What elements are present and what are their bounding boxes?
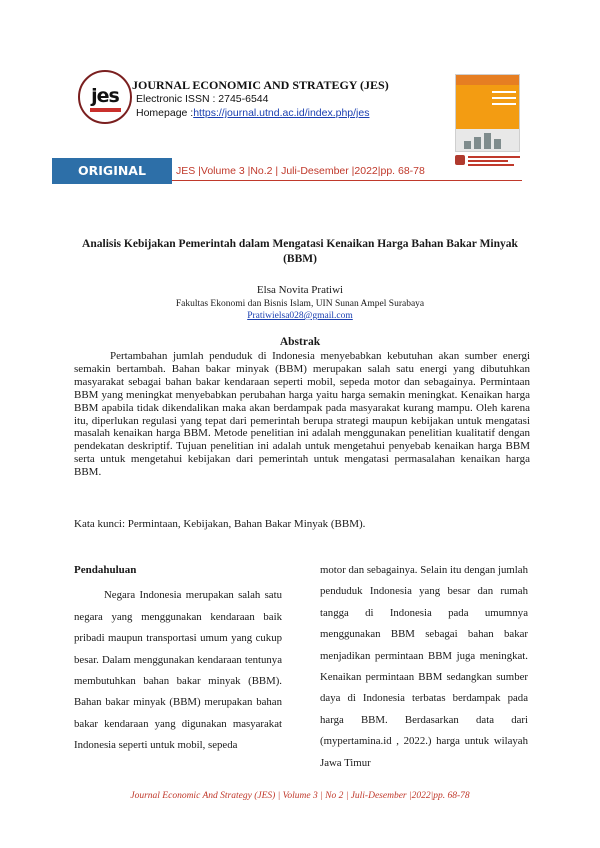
journal-title: JOURNAL ECONOMIC AND STRATEGY (JES)	[132, 78, 389, 92]
body-column-left	[74, 560, 282, 757]
left-column-text: Negara Indonesia merupakan salah satu negara yang menggunakan kendaraan baik pribadi maupun transportasi umum yang cukup besar. Dalam menggunakan kendaraan tentunya membutuhkan bahan bakar minyak (BBM). Bahan bakar minyak (BBM) merupakan bahan bakar kendaraan yang digunakan masyarakat Indonesia seperti untuk mobil, sepeda	[74, 589, 282, 752]
homepage-label: Homepage :	[136, 107, 194, 119]
abstract-body: Pertambahan jumlah penduduk di Indonesia menyebabkan kebutuhan akan sumber energi semakin bertambah. Bahan bakar minyak (BBM) merupakan salah satu energi yang dibutuhkan masyarakat sebagai bahan bakar kendaraan seperti mobil, sepeda motor dan sebagainya. Permintaan BBM yang meningkat menyebabkan perubahan harga yaitu harga semakin meningkat. Kenaikan harga BBM apabila tidak dikendalikan maka akan berdampak pada masyarakat kurang mampu. Oleh karena itu, diperlukan regulasi yang tepat dari pemerintah berupa strategi maupun kebijakan untuk mengatasi masalah kenaikan harga BBM. Metode penelitian ini adalah menggunakan penelitian kualitatif dengan pendekatan deskriptif. Tujuan penelitian ini adalah untuk mengetahui penyebab kenaikan harga BBM serta untuk mengetahui kebijakan dari pemerintah untuk mengatasi permasalahan kenaikan harga BBM.	[74, 350, 530, 479]
page-footer: Journal Economic And Strategy (JES) | Volume 3 | No 2 | Juli-Desember |2022|pp. 68-78	[130, 791, 470, 801]
cover-top-band	[456, 75, 520, 85]
issue-info: JES |Volume 3 |No.2 | Juli-Desember |2022|pp. 68-78	[176, 165, 425, 177]
journal-cover-thumbnail	[455, 74, 520, 152]
logo-band	[90, 108, 121, 112]
jes-logo-text: jes	[91, 85, 119, 107]
homepage-line	[136, 107, 369, 119]
author-email-link[interactable]: Pratiwielsa028@gmail.com	[247, 311, 353, 321]
cover-bar-graphic	[462, 131, 512, 149]
author-name: Elsa Novita Pratiwi	[256, 284, 344, 296]
jes-logo	[78, 70, 132, 124]
article-title: Analisis Kebijakan Pemerintah dalam Mengatasi Kenaikan Harga Bahan Bakar Minyak (BBM)	[82, 238, 518, 265]
author-affiliation: Fakultas Ekonomi dan Bisnis Islam, UIN Sunan Ampel Surabaya	[175, 299, 425, 309]
university-logo-icon	[455, 155, 465, 165]
abstract-heading: Abstrak	[279, 336, 321, 348]
issn-line: Electronic ISSN : 2745-6544	[136, 93, 269, 105]
header-divider	[172, 180, 522, 181]
right-column-text: motor dan sebagainya. Selain itu dengan jumlah penduduk Indonesia yang besar dan rumah tangga di Indonesia pada umumnya menggunakan BBM sebagai bahan bakar menjadikan permintaan BBM juga meningkat. Kenaikan permintaan BBM sedangkan sumber daya di Indonesia terbatas berdampak pada harga BBM. Berdasarkan data dari (mypertamina.id , 2022.) harga untuk wilayah Jawa Timur	[320, 564, 528, 769]
original-article-badge: ORIGINAL ARTICEL	[52, 158, 172, 184]
university-name-lines	[468, 156, 520, 168]
section-heading: Pendahuluan	[74, 564, 137, 576]
keywords: Kata kunci: Permintaan, Kebijakan, Bahan Bakar Minyak (BBM).	[74, 518, 366, 530]
cover-title-lines	[492, 91, 516, 109]
body-column-right	[320, 560, 528, 774]
homepage-link[interactable]: https://journal.utnd.ac.id/index.php/jes	[193, 107, 370, 119]
